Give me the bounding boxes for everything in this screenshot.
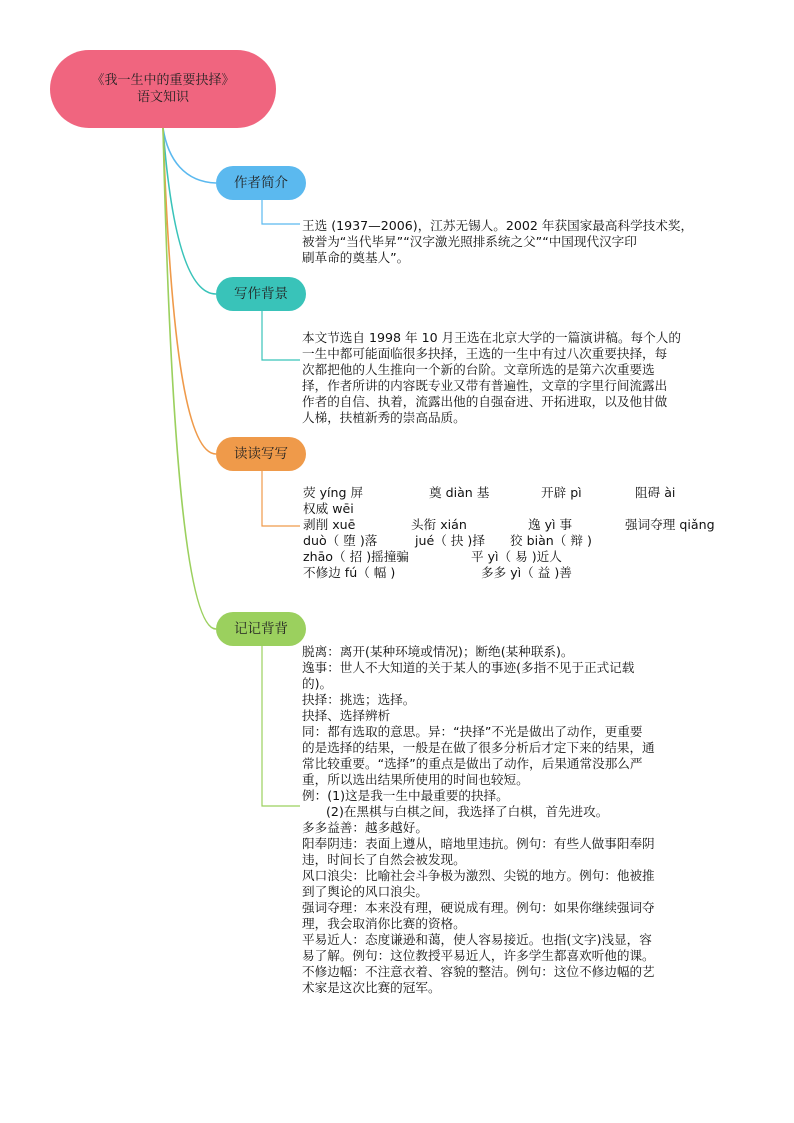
root-subtitle: 语文知识 — [136, 90, 189, 105]
text-line: 次都把他的人生推向一个新的台阶。文章所选的是第六次重要选 — [302, 362, 655, 377]
word-item: 权威 wēi — [303, 501, 354, 516]
text-line: 择，作者所讲的内容既专业又带有普遍性，文章的字里行间流露出 — [302, 378, 668, 393]
author-intro-text — [302, 218, 722, 266]
text-line: 脱离：离开(某种环境或情况)；断绝(某种联系)。 — [302, 644, 574, 659]
word-item: jué（ 抉 )择 — [415, 533, 485, 548]
word-item: 阻碍 ài — [635, 485, 676, 500]
text-line: 强词夺理：本来没有理，硬说成有理。例句：如果你继续强词夺 — [302, 900, 655, 915]
text-line: 重，所以选出结果所使用的时间也较短。 — [302, 772, 529, 787]
word-item: 强词夺理 qiǎng — [625, 517, 715, 532]
text-line: 易了解。例句：这位教授平易近人，许多学生都喜欢听他的课。 — [302, 948, 655, 963]
link-root-words — [163, 128, 216, 454]
link-root-author — [163, 128, 216, 183]
topic-read-write[interactable]: 读读写写 — [216, 437, 306, 471]
word-item: 不修边 fú（ 幅 ) — [303, 565, 396, 580]
text-line: 违，时间长了自然会被发现。 — [302, 852, 466, 867]
text-line: 作者的自信、执着，流露出他的自强奋进、开拓进取，以及他甘做 — [302, 394, 668, 409]
word-item: 头衔 xián — [411, 517, 467, 532]
word-item: zhāo（ 招 )摇撞骗 — [303, 549, 409, 564]
word-item: 荧 yíng 屏 — [303, 485, 364, 500]
word-item: 平 yì（ 易 )近人 — [471, 549, 562, 564]
text-line: 本文节选自 1998 年 10 月王选在北京大学的一篇演讲稿。每个人的 — [302, 330, 681, 345]
word-item: 奠 diàn 基 — [429, 485, 490, 500]
word-item: 多多 yì（ 益 )善 — [481, 565, 572, 580]
text-line: (2)在黑棋与白棋之间，我选择了白棋，首先进攻。 — [302, 804, 609, 819]
word-item: 逸 yì 事 — [528, 517, 573, 532]
word-item: 开辟 pì — [541, 485, 582, 500]
text-line: 不修边幅：不注意衣着、容貌的整洁。例句：这位不修边幅的艺 — [302, 964, 655, 979]
text-line: 逸事：世人不大知道的关于某人的事迹(多指不见于正式记载 — [302, 660, 635, 675]
text-line: 例：(1)这是我一生中最重要的抉择。 — [302, 788, 509, 803]
root-title: 《我一生中的重要抉择》 — [91, 73, 235, 88]
topic-memorize[interactable]: 记记背背 — [216, 612, 306, 646]
link-author-body — [262, 200, 300, 224]
link-background-body — [262, 311, 300, 360]
text-line: 的)。 — [302, 676, 333, 691]
topic-writing-background[interactable]: 写作背景 — [216, 277, 306, 311]
text-line: 平易近人：态度谦逊和蔼，使人容易接近。也指(文字)浅显，容 — [302, 932, 652, 947]
text-line: 到了舆论的风口浪尖。 — [302, 884, 428, 899]
text-line: 王选 (1937—2006)，江苏无锡人。2002 年获国家最高科学技术奖， — [302, 218, 694, 233]
memorize-notes — [302, 644, 702, 996]
text-line: 阳奉阴违：表面上遵从，暗地里违抗。例句：有些人做事阳奉阴 — [302, 836, 655, 851]
text-line: 术家是这次比赛的冠军。 — [302, 980, 441, 995]
link-words-body — [262, 471, 300, 526]
root-node[interactable] — [50, 50, 276, 128]
text-line: 人梯，扶植新秀的崇高品质。 — [302, 410, 466, 425]
text-line: 抉择、选择辨析 — [302, 708, 391, 723]
text-line: 一生中都可能面临很多抉择，王选的一生中有过八次重要抉择，每 — [302, 346, 668, 361]
text-line: 的是选择的结果，一般是在做了很多分析后才定下来的结果，通 — [302, 740, 655, 755]
background-text — [302, 330, 714, 426]
text-line: 风口浪尖：比喻社会斗争极为激烈、尖锐的地方。例句：他被推 — [302, 868, 655, 883]
text-line: 常比较重要。“选择”的重点是做出了动作，后果通常没那么严 — [302, 756, 643, 771]
topic-author-intro[interactable]: 作者简介 — [216, 166, 306, 200]
text-line: 多多益善：越多越好。 — [302, 820, 428, 835]
word-item: duò（ 堕 )落 — [303, 533, 378, 548]
text-line: 刷革命的奠基人”。 — [302, 250, 410, 265]
text-line: 被誉为“当代毕昇”“汉字激光照排系统之父”“中国现代汉字印 — [302, 234, 637, 249]
text-line: 抉择：挑选；选择。 — [302, 692, 416, 707]
word-item: 剥削 xuē — [303, 517, 356, 532]
word-item: 狡 biàn（ 辩 ) — [510, 533, 592, 548]
text-line: 同：都有选取的意思。异：“抉择”不光是做出了动作，更重要 — [302, 724, 643, 739]
link-notes-body — [262, 646, 300, 806]
text-line: 理，我会取消你比赛的资格。 — [302, 916, 466, 931]
